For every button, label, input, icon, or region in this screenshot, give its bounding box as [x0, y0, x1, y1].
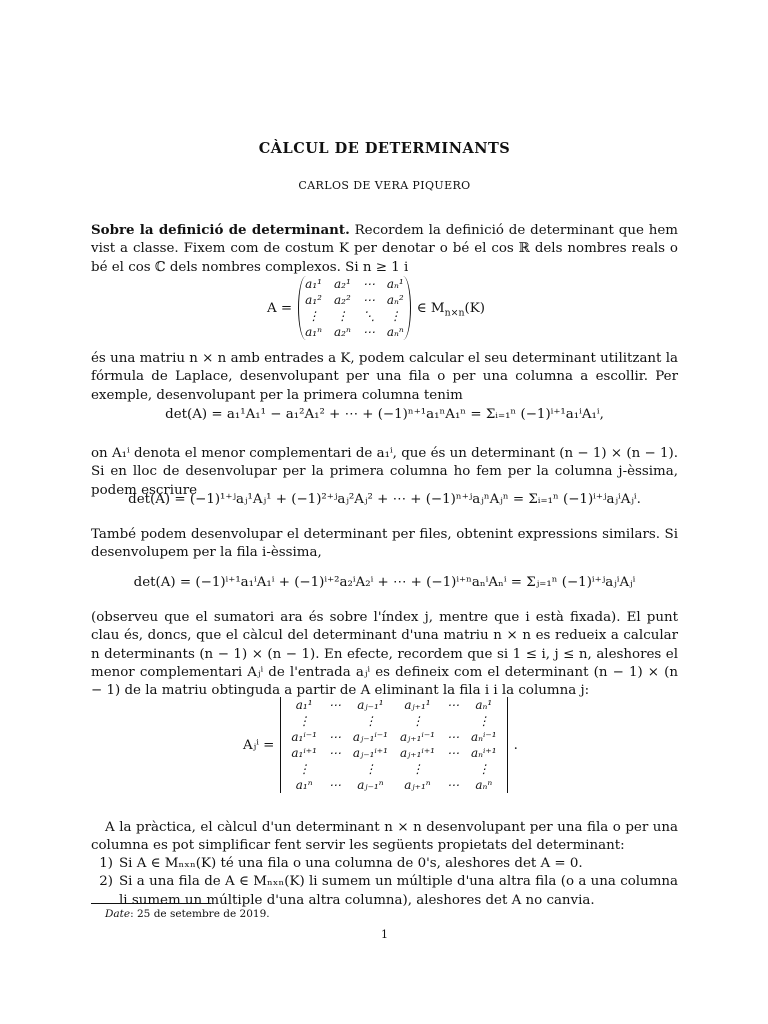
matrix-a-cell: a₂¹ [334, 277, 351, 291]
matrix-a-row [299, 276, 410, 292]
property-item [91, 855, 678, 873]
matrix-minor-cell: aⱼ₋₁ⁿ [357, 778, 384, 792]
matrix-minor-cell: aⱼ₊₁ⁱ⁺¹ [399, 746, 435, 760]
matrix-minor-cell: ⋯ [446, 746, 459, 760]
property-text: Si a una fila de A ∈ Mₙₓₙ(K) li sumem un múltiple d'una altra fila (o a una columna li sumem un múltiple d'una altra columna), aleshores det A no canvia. [119, 874, 678, 908]
matrix-minor-cell: ⋮ [411, 714, 424, 728]
matrix-minor-cell: ⋮ [298, 762, 311, 776]
matrix-a-cell: ⋯ [362, 293, 375, 307]
document-author: CARLOS DE VERA PIQUERO [298, 179, 471, 192]
footnote-rule [91, 903, 211, 904]
property-list [91, 855, 678, 910]
matrix-a-cell: a₂² [334, 293, 351, 307]
footnote-label: Date [105, 908, 131, 920]
matrix-minor-cell: aⱼ₋₁ⁱ⁺¹ [352, 746, 388, 760]
matrix-a-cell: aₙ² [386, 293, 404, 307]
matrix-minor-cell: aⱼ₋₁ⁱ⁻¹ [352, 730, 388, 744]
matrix-a-cell: ⋮ [336, 309, 349, 323]
matrix-minor-cell: aⱼ₊₁ⁿ [404, 778, 431, 792]
document-title: CÀLCUL DE DETERMINANTS [258, 140, 511, 157]
matrix-minor-cell: a₁¹ [295, 698, 313, 712]
matrix-a-cell: a₂ⁿ [333, 325, 351, 339]
matrix-minor-cell: ⋮ [477, 762, 490, 776]
matrix-minor-cell: ⋮ [477, 714, 490, 728]
matrix-a-cell: a₁² [305, 293, 322, 307]
matrix-minor-cell: aₙ¹ [475, 698, 493, 712]
equation-column-j: det(A) = (−1)¹⁺ʲaⱼ¹Aⱼ¹ + (−1)²⁺ʲaⱼ²Aⱼ² + ⋯ + (−1)ⁿ⁺ʲaⱼⁿAⱼⁿ = Σᵢ₌₁ⁿ (−1)ⁱ⁺ʲaⱼⁱAⱼⁱ. [128, 492, 641, 507]
document-page [91, 0, 678, 1024]
matrix-a-equation [267, 276, 485, 340]
matrix-minor-cell: ⋯ [328, 730, 341, 744]
matrix-a-cell: ⋱ [362, 309, 375, 323]
matrix-a-row [299, 308, 410, 324]
matrix-minor [285, 697, 502, 793]
section-heading: Sobre la definició de determinant. [91, 222, 350, 238]
footnote-text: : 25 de setembre de 2019. [130, 908, 270, 920]
matrix-a-cell: aₙⁿ [386, 325, 404, 339]
matrix-minor-cell [323, 761, 347, 777]
matrix-minor-row [285, 713, 502, 729]
matrix-minor-cell: aⱼ₊₁¹ [404, 698, 431, 712]
matrix-a-cell: ⋮ [307, 309, 320, 323]
footnote [105, 908, 270, 920]
matrix-minor-row [285, 729, 502, 745]
minor-equation [243, 697, 518, 793]
matrix-minor-row [285, 761, 502, 777]
paragraph-rows: També podem desenvolupar el determinant per files, obtenint expressions similars. Si desenvolupem per la fila i-èssima, [91, 527, 678, 561]
matrix-minor-row [285, 697, 502, 713]
matrix-minor-cell: aₙⁱ⁺¹ [470, 746, 497, 760]
minor-end: . [513, 737, 518, 753]
matrix-a-cell: ⋯ [362, 325, 375, 339]
matrix-a-cell: ⋮ [389, 309, 402, 323]
matrix-a-lhs: A = [267, 300, 293, 316]
matrix-minor-cell: ⋯ [446, 698, 459, 712]
matrix-a-brackets [298, 276, 411, 340]
matrix-minor-cell: ⋯ [328, 746, 341, 760]
minor-lhs: Aⱼⁱ = [243, 737, 275, 753]
equation-row-i: det(A) = (−1)ⁱ⁺¹a₁ⁱA₁ⁱ + (−1)ⁱ⁺²a₂ⁱA₂ⁱ + ⋯ + (−1)ⁱ⁺ⁿaₙⁱAₙⁱ = Σⱼ₌₁ⁿ (−1)ⁱ⁺ʲaⱼⁱAⱼⁱ [133, 575, 636, 590]
matrix-minor-row [285, 745, 502, 761]
paragraph-practice: A la pràctica, el càlcul d'un determinant n × n desenvolupant per una fila o per una columna es pot simplificar fent servir les següents propietats del determinant: [91, 820, 678, 854]
matrix-a-cell: ⋯ [362, 277, 375, 291]
matrix-minor-cell: aₙⁿ [475, 778, 493, 792]
minor-determinant-bars [280, 697, 507, 793]
matrix-minor-cell: ⋮ [364, 762, 377, 776]
matrix-a-row [299, 324, 410, 340]
paragraph-key-point: (observeu que el sumatori ara és sobre l'índex j, mentre que i està fixada). El punt clau és, doncs, que el càlcul del determinant d'una matriu n × n es redueix a calcular n determinants (n − 1) × (n − 1). En efecte, recordem que si 1 ≤ i, j ≤ n, aleshores el menor complementari Aⱼⁱ de l'entrada aⱼⁱ es defineix com el determinant (n − 1) × (n − 1) de la matriu obtinguda a partir de A eliminant la fila i i la columna j: [91, 610, 678, 699]
matrix-minor-cell: ⋮ [364, 714, 377, 728]
matrix-a-row [299, 292, 410, 308]
matrix-a [299, 276, 410, 340]
matrix-a-cell: a₁¹ [305, 277, 322, 291]
matrix-minor-cell: a₁ⁿ [295, 778, 313, 792]
matrix-a-rhs [416, 300, 485, 319]
property-item [91, 873, 678, 910]
matrix-minor-cell [323, 713, 347, 729]
property-number: 2) [99, 874, 113, 890]
paragraph-intro [91, 221, 678, 277]
matrix-minor-row [285, 777, 502, 793]
paragraph-laplace: és una matriu n × n amb entrades a K, podem calcular el seu determinant utilitzant la fórmula de Laplace, desenvolupant per una fila o per una columna a escollir. Per exemple, desenvolupant per la primera columna tenim [91, 351, 678, 403]
matrix-a-rhs-end: (K) [464, 300, 485, 316]
matrix-minor-cell [441, 761, 465, 777]
matrix-minor-cell: ⋯ [446, 730, 459, 744]
matrix-minor-cell: aⱼ₋₁¹ [357, 698, 384, 712]
paragraph-minor: on A₁ⁱ denota el menor complementari de a₁ⁱ, que és un determinant (n − 1) × (n − 1). Si en lloc de desenvolupar per la primera columna ho fem per la columna j-èssima, podem escriure [91, 446, 678, 498]
property-text: Si A ∈ Mₙₓₙ(K) té una fila o una columna de 0's, aleshores det A = 0. [119, 856, 583, 871]
equation-first-column: det(A) = a₁¹A₁¹ − a₁²A₁² + ⋯ + (−1)ⁿ⁺¹a₁ⁿA₁ⁿ = Σᵢ₌₁ⁿ (−1)ⁱ⁺¹a₁ⁱA₁ⁱ, [165, 407, 604, 422]
matrix-minor-cell: aₙⁱ⁻¹ [470, 730, 497, 744]
matrix-minor-cell [441, 713, 465, 729]
matrix-minor-cell: ⋯ [328, 698, 341, 712]
matrix-minor-cell: a₁ⁱ⁺¹ [291, 746, 317, 760]
matrix-a-rhs-in: ∈ M [416, 300, 445, 316]
paragraph-intro-text: Recordem la definició de determinant que hem vist a classe. Fixem com de costum K per denotar o bé el cos ℝ dels nombres reals o bé el cos ℂ dels nombres complexos. Si n ≥ 1 i [91, 223, 678, 275]
matrix-a-rhs-sub: n×n [444, 307, 465, 319]
matrix-minor-cell: aⱼ₊₁ⁱ⁻¹ [399, 730, 435, 744]
matrix-minor-cell: ⋮ [411, 762, 424, 776]
matrix-a-cell: a₁ⁿ [305, 325, 322, 339]
page-number: 1 [381, 928, 388, 941]
matrix-minor-cell: ⋯ [446, 778, 459, 792]
matrix-minor-cell: ⋯ [328, 778, 341, 792]
property-number: 1) [99, 856, 113, 871]
matrix-a-cell: aₙ¹ [386, 277, 404, 291]
matrix-minor-cell: a₁ⁱ⁻¹ [291, 730, 317, 744]
matrix-minor-cell: ⋮ [298, 714, 311, 728]
